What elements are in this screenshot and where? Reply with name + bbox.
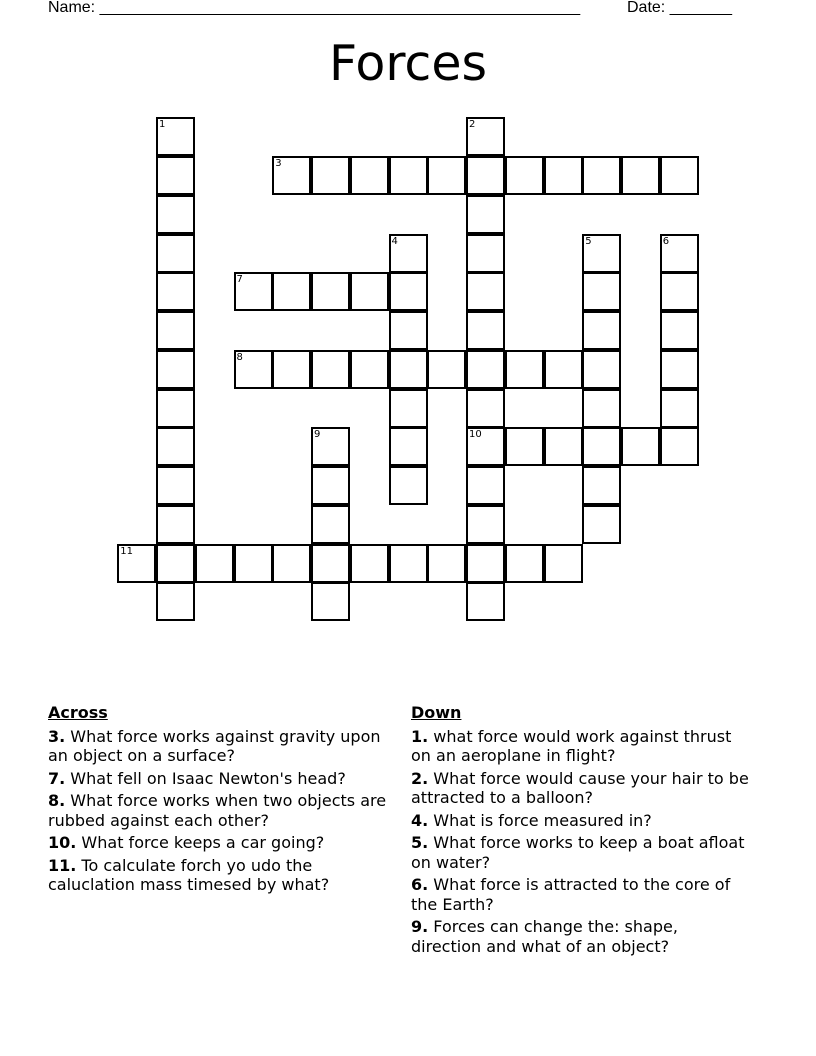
down-clue-6 xyxy=(411,875,751,914)
crossword-cell[interactable] xyxy=(582,234,621,273)
crossword-cell[interactable] xyxy=(621,156,660,195)
clue-number-label: 2 xyxy=(469,119,476,131)
crossword-cell[interactable] xyxy=(156,505,195,544)
crossword-cell[interactable] xyxy=(466,311,505,350)
crossword-cell[interactable] xyxy=(389,389,428,428)
page-title: Forces xyxy=(328,35,488,92)
clue-number: 2. xyxy=(411,768,429,788)
crossword-cell[interactable] xyxy=(466,350,505,389)
crossword-cell[interactable] xyxy=(466,505,505,544)
down-clue-2 xyxy=(411,769,751,808)
clue-text: To calculate forch yo udo the caluclation mass timesed by what? xyxy=(48,855,330,894)
crossword-cell[interactable] xyxy=(156,350,195,389)
down-clue-9 xyxy=(411,917,751,956)
crossword-cell[interactable] xyxy=(660,389,699,428)
crossword-cell[interactable] xyxy=(505,544,544,583)
crossword-cell[interactable] xyxy=(389,427,428,466)
crossword-cell[interactable] xyxy=(466,582,505,621)
clue-number: 4. xyxy=(411,810,429,830)
crossword-cell[interactable] xyxy=(544,350,583,389)
across-clue-10 xyxy=(48,833,403,853)
crossword-cell[interactable] xyxy=(350,156,389,195)
crossword-cell[interactable] xyxy=(389,466,428,505)
crossword-cell[interactable] xyxy=(272,156,311,195)
crossword-cell[interactable] xyxy=(466,117,505,156)
clue-number-label: 8 xyxy=(236,351,243,363)
crossword-cell[interactable] xyxy=(582,272,621,311)
across-clue-7 xyxy=(48,769,403,789)
across-clue-3 xyxy=(48,727,403,766)
crossword-cell[interactable] xyxy=(621,427,660,466)
across-heading: Across xyxy=(48,703,108,722)
crossword-cell[interactable] xyxy=(350,272,389,311)
clue-number-label: 3 xyxy=(275,158,282,169)
crossword-cell[interactable] xyxy=(156,466,195,505)
crossword-cell[interactable] xyxy=(505,156,544,195)
crossword-cell[interactable] xyxy=(156,389,195,428)
crossword-cell[interactable] xyxy=(350,350,389,389)
crossword-cell[interactable] xyxy=(311,272,350,311)
clue-number-label: 7 xyxy=(236,274,243,286)
crossword-cell[interactable] xyxy=(272,272,311,311)
crossword-cell[interactable] xyxy=(311,544,350,583)
crossword-cell[interactable] xyxy=(195,544,234,583)
clue-number: 10. xyxy=(48,833,77,852)
clue-number-label: 11 xyxy=(120,545,133,557)
clue-number: 6. xyxy=(411,875,429,894)
down-clues xyxy=(411,703,751,959)
crossword-cell[interactable] xyxy=(311,156,350,195)
crossword-cell[interactable] xyxy=(544,156,583,195)
crossword-cell[interactable] xyxy=(350,544,389,583)
crossword-cell[interactable] xyxy=(582,350,621,389)
crossword-cell[interactable] xyxy=(117,544,156,583)
clue-number: 8. xyxy=(48,791,66,810)
down-clue-1 xyxy=(411,727,751,766)
crossword-cell[interactable] xyxy=(427,544,466,583)
crossword-cell[interactable] xyxy=(466,427,505,466)
crossword-cell[interactable] xyxy=(505,350,544,389)
crossword-cell[interactable] xyxy=(311,505,350,544)
clue-number-label: 6 xyxy=(662,235,670,247)
crossword-cell[interactable] xyxy=(272,544,311,583)
crossword-cell[interactable] xyxy=(272,350,311,389)
down-clue-5 xyxy=(411,833,751,872)
clue-number-label: 4 xyxy=(391,235,398,247)
crossword-cell[interactable] xyxy=(544,544,583,583)
crossword-cell[interactable] xyxy=(427,156,466,195)
crossword-cell[interactable] xyxy=(156,234,195,273)
clue-number-label: 10 xyxy=(469,429,482,441)
crossword-cell[interactable] xyxy=(582,505,621,544)
crossword-cell[interactable] xyxy=(466,272,505,311)
crossword-cell[interactable] xyxy=(311,350,350,389)
crossword-cell[interactable] xyxy=(544,427,583,466)
crossword-cell[interactable] xyxy=(389,544,428,583)
clue-text: Forces can change the: shape, direction and what of an object? xyxy=(411,917,678,956)
crossword-cell[interactable] xyxy=(156,272,195,311)
clue-number-label: 5 xyxy=(585,235,592,247)
clue-number-label: 1 xyxy=(159,119,166,131)
crossword-cell[interactable] xyxy=(505,427,544,466)
crossword-cell[interactable] xyxy=(582,311,621,350)
clue-number: 11. xyxy=(48,855,77,875)
crossword-cell[interactable] xyxy=(660,272,699,311)
crossword-cell[interactable] xyxy=(156,427,195,466)
crossword-cell[interactable] xyxy=(466,466,505,505)
clue-number: 7. xyxy=(48,768,66,788)
crossword-cell[interactable] xyxy=(466,195,505,234)
clue-text: what force would work against thrust on an aeroplane in flight? xyxy=(411,726,732,765)
crossword-cell[interactable] xyxy=(389,311,428,350)
clue-number: 1. xyxy=(411,726,429,746)
clue-number-label: 9 xyxy=(314,429,321,441)
across-clues xyxy=(48,703,403,898)
crossword-cell[interactable] xyxy=(466,234,505,273)
crossword-cell[interactable] xyxy=(466,156,505,195)
clue-text: What is force measured in? xyxy=(428,810,652,830)
crossword-cell[interactable] xyxy=(311,427,350,466)
crossword-cell[interactable] xyxy=(660,234,699,273)
across-clue-11 xyxy=(48,856,403,895)
crossword-cell[interactable] xyxy=(582,427,621,466)
down-clue-4 xyxy=(411,811,751,831)
clue-text: What force works when two objects are rubbed against each other? xyxy=(48,791,387,830)
crossword-cell[interactable] xyxy=(156,195,195,234)
crossword-cell[interactable] xyxy=(156,156,195,195)
crossword-cell[interactable] xyxy=(466,544,505,583)
crossword-cell[interactable] xyxy=(156,311,195,350)
crossword-cell[interactable] xyxy=(582,389,621,428)
crossword-cell[interactable] xyxy=(660,156,699,195)
clue-number: 9. xyxy=(411,917,429,936)
crossword-cell[interactable] xyxy=(156,582,195,621)
clue-text: What force would cause your hair to be attracted to a balloon? xyxy=(411,768,749,807)
crossword-cell[interactable] xyxy=(660,427,699,466)
crossword-cell[interactable] xyxy=(389,156,428,195)
clue-text: What fell on Isaac Newton's head? xyxy=(65,768,346,788)
crossword-cell[interactable] xyxy=(311,466,350,505)
crossword-cell[interactable] xyxy=(311,582,350,621)
clue-number: 5. xyxy=(411,833,429,852)
clue-text: What force works to keep a boat afloat on water? xyxy=(411,833,745,872)
crossword-cell[interactable] xyxy=(234,544,273,583)
crossword-cell[interactable] xyxy=(660,311,699,350)
crossword-cell[interactable] xyxy=(427,350,466,389)
crossword-cell[interactable] xyxy=(234,272,273,311)
crossword-cell[interactable] xyxy=(466,389,505,428)
clue-text: What force works against gravity upon an object on a surface? xyxy=(48,726,381,765)
clue-text: What force is attracted to the core of the Earth? xyxy=(411,875,731,914)
crossword-cell[interactable] xyxy=(389,350,428,389)
crossword-cell[interactable] xyxy=(156,117,195,156)
crossword-cell[interactable] xyxy=(582,466,621,505)
clue-text: What force keeps a car going? xyxy=(76,833,325,852)
crossword-cell[interactable] xyxy=(389,234,428,273)
date-field-label: Date: _______ xyxy=(627,0,732,16)
crossword-cell[interactable] xyxy=(660,350,699,389)
name-field-label: Name: ______________________________________________________ xyxy=(48,0,581,16)
clue-number: 3. xyxy=(48,726,66,746)
crossword-cell[interactable] xyxy=(582,156,621,195)
crossword-cell[interactable] xyxy=(234,350,273,389)
down-heading: Down xyxy=(411,703,462,722)
across-clue-8 xyxy=(48,791,403,830)
crossword-cell[interactable] xyxy=(156,544,195,583)
crossword-cell[interactable] xyxy=(389,272,428,311)
